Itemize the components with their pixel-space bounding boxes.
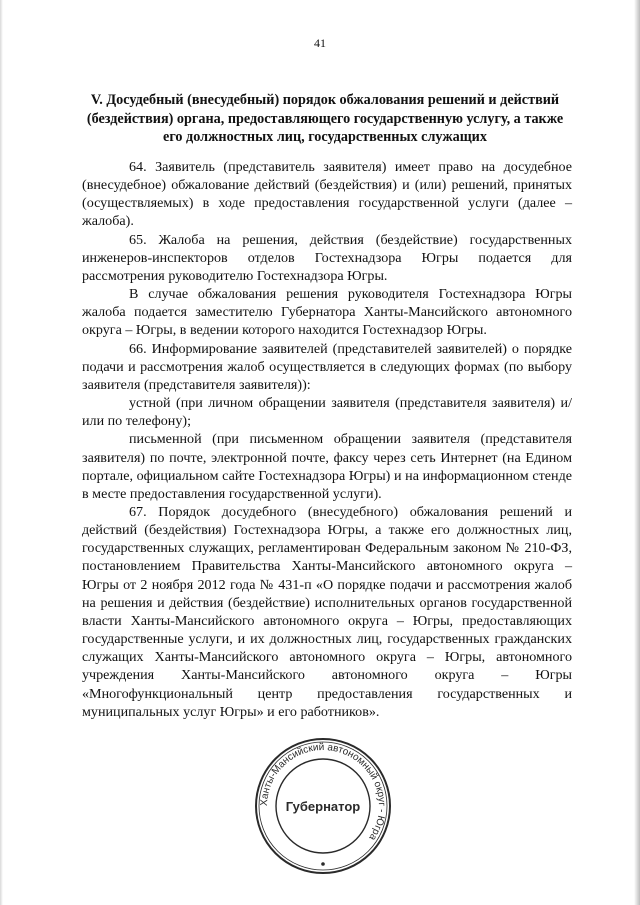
paragraph-66-written: письменной (при письменном обращении заявителя (представителя заявителя) по почте, электронной почте, факсу через сеть Интернет (на Едином портале, официальном сайте Гостехнадзора Югры) и на информационном стенде в месте предоставления государственной услуги).: [82, 431, 572, 502]
paragraph-66-oral: устной (при личном обращении заявителя (представителя заявителя) и/или по телефону);: [82, 395, 572, 430]
paragraph-67: 67. Порядок досудебного (внесудебного) обжалования решений и действий (бездействия) Гостехнадзора Югры, а также его должностных лиц, государственных служащих, регламентирован Федеральным законом № 210-ФЗ, постановлением Правительства Ханты-Мансийского автономного округа – Югры от 2 ноября 2012 года № 431-п «О порядке подачи и рассмотрения жалоб на решения и действия (бездействие) исполнительных органов государственной власти Ханты-Мансийского автономного округа – Югры, предоставляющих государственные услуги, и их должностных лиц, государственных гражданских служащих Ханты-Мансийского автономного округа – Югры, автономного учреждения Ханты-Мансийского автономного округа – Югры «Многофункциональный центр предоставления государственных и муниципальных услуг Югры» и его работников».: [82, 503, 572, 720]
page-number: 41: [314, 36, 326, 50]
section-heading: V. Досудебный (внесудебный) порядок обжалования решений и действий (бездействия) органа, предоставляющего государственную услугу, а также его должностных лиц, государственных служащих: [86, 92, 564, 146]
scan-edge-left: [0, 0, 3, 905]
governor-seal-stamp: [253, 736, 393, 876]
seal-ring-text: Ханты-Мансийский автономный округ - Югра: [258, 741, 388, 843]
body-text: [82, 158, 572, 721]
paragraph-65: 65. Жалоба на решения, действия (бездействие) государственных инженеров-инспекторов отделов Гостехнадзора Югры подается для рассмотрения руководителю Гостехнадзора Югры.: [82, 231, 572, 284]
paragraph-64: 64. Заявитель (представитель заявителя) имеет право на досудебное (внесудебное) обжалование действий (бездействия) и (или) решений, принятых (осуществляемых) в ходе предоставления государственной услуги (далее – жалоба).: [82, 159, 572, 230]
seal-dot: [321, 862, 325, 866]
seal-center-text: Губернатор: [285, 799, 361, 814]
paragraph-65-appeal: В случае обжалования решения руководителя Гостехнадзора Югры жалоба подается заместителю Губернатора Ханты-Мансийского автономного округа – Югры, в ведении которого находится Гостехнадзор Югры.: [82, 286, 572, 339]
scan-edge-right: [634, 0, 640, 905]
paragraph-66: 66. Информирование заявителей (представителей заявителей) о порядке подачи и рассмотрения жалоб осуществляется в следующих формах (по выбору заявителя (представителя заявителя)):: [82, 340, 572, 393]
